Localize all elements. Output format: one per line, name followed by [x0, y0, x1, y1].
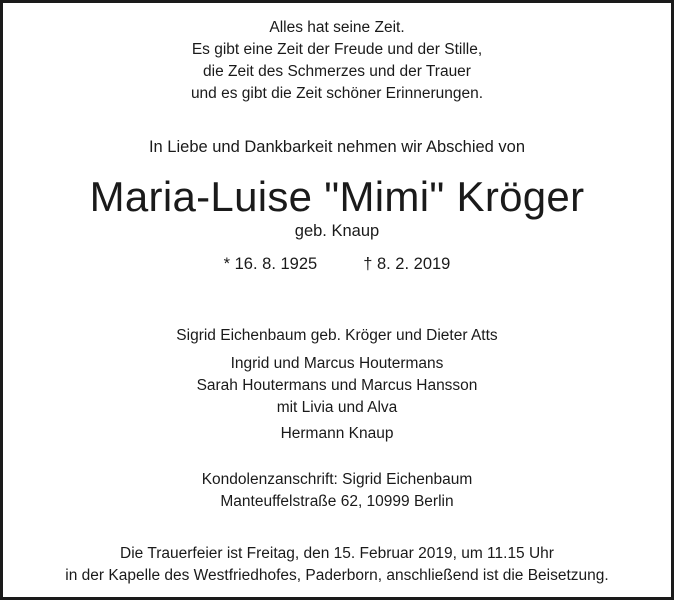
deceased-name: Maria-Luise "Mimi" Kröger [89, 173, 585, 220]
poem-line: Alles hat seine Zeit. [269, 19, 405, 36]
intro-text: In Liebe und Dankbarkeit nehmen wir Abschied von [148, 138, 526, 156]
address-line: Manteuffelstraße 62, 10999 Berlin [220, 493, 454, 510]
service-line: in der Kapelle des Westfriedhofes, Paderborn, anschließend ist die Beisetzung. [65, 567, 609, 584]
poem-line: die Zeit des Schmerzes und der Trauer [203, 63, 471, 80]
poem-line: Es gibt eine Zeit der Freude und der Stille, [191, 41, 483, 58]
address-line: Kondolenzanschrift: Sigrid Eichenbaum [201, 471, 473, 488]
family-list [3, 325, 671, 445]
birth-date: * 16. 8. 1925 [223, 255, 318, 273]
poem-line: und es gibt die Zeit schöner Erinnerungen. [190, 85, 484, 102]
family-member: Sigrid Eichenbaum geb. Kröger und Dieter Atts [176, 327, 498, 344]
life-dates [3, 253, 671, 275]
family-member: mit Livia und Alva [276, 399, 398, 416]
service-line: Die Trauerfeier ist Freitag, den 15. Februar 2019, um 11.15 Uhr [120, 545, 554, 562]
funeral-service-info [3, 543, 671, 587]
condolence-address [3, 469, 671, 513]
family-member: Ingrid und Marcus Houtermans [230, 355, 444, 372]
maiden-name: geb. Knaup [294, 222, 380, 240]
death-date: † 8. 2. 2019 [363, 255, 451, 273]
family-member: Hermann Knaup [280, 425, 394, 442]
family-member: Sarah Houtermans und Marcus Hansson [196, 377, 478, 394]
poem [3, 17, 671, 105]
